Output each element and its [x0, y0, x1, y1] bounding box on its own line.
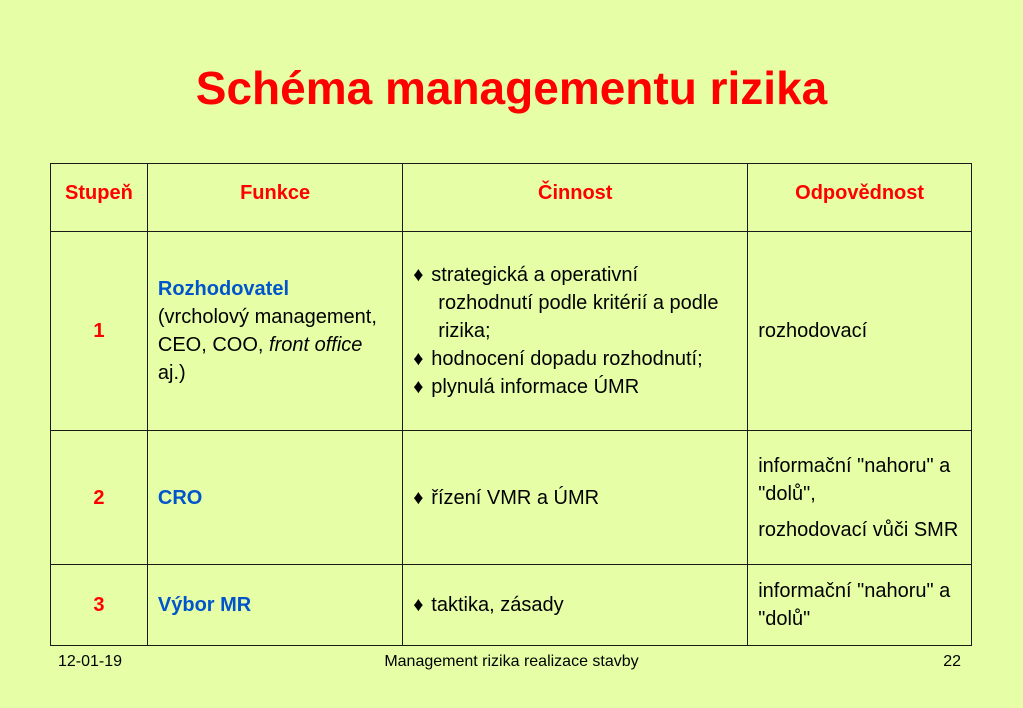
- footer-title: Management rizika realizace stavby: [384, 653, 639, 670]
- list-item: ♦ taktika, zásady: [413, 591, 737, 619]
- table-row: [51, 565, 972, 646]
- slide-title: Schéma managementu rizika: [195, 62, 828, 114]
- row-stupen: 2: [51, 431, 148, 565]
- list-item: ♦ hodnocení dopadu rozhodnutí;: [413, 345, 737, 373]
- row-odpovednost: [748, 565, 972, 646]
- funkce-desc: (vrcholový management, CEO, COO,: [157, 306, 377, 356]
- list-item: ♦ řízení VMR a ÚMR: [413, 484, 737, 512]
- funkce-title: Rozhodovatel: [157, 278, 290, 300]
- table-row: [51, 232, 972, 431]
- cinnost-list: [413, 484, 737, 512]
- diamond-bullet-icon: ♦: [413, 348, 424, 370]
- diamond-bullet-icon: ♦: [413, 486, 424, 509]
- row-funkce: [147, 565, 402, 646]
- odpovednost-text: rozhodovací vůči SMR: [758, 518, 959, 541]
- header-cinnost: Činnost: [403, 164, 748, 232]
- odpovednost-text: rozhodovací: [758, 320, 868, 342]
- row-funkce: [147, 232, 402, 431]
- row-stupen: 3: [51, 565, 148, 646]
- diamond-bullet-icon: ♦: [413, 264, 424, 286]
- risk-management-table: [50, 163, 972, 646]
- cinnost-list: [413, 261, 737, 401]
- row-funkce: [147, 431, 402, 565]
- odpovednost-text: informační "nahoru" a "dolů": [758, 580, 951, 630]
- odpovednost-text: informační "nahoru" a "dolů",: [758, 454, 951, 505]
- table-row: [51, 431, 972, 565]
- header-odpovednost: Odpovědnost: [748, 164, 972, 232]
- row-cinnost: [403, 565, 748, 646]
- header-funkce: Funkce: [147, 164, 402, 232]
- row-cinnost: [403, 232, 748, 431]
- diamond-bullet-icon: ♦: [413, 594, 424, 616]
- funkce-italic: front office: [269, 334, 363, 356]
- row-stupen: 1: [51, 232, 148, 431]
- table-header-row: [51, 164, 972, 232]
- row-cinnost: [403, 431, 748, 565]
- list-item: ♦ strategická a operativní rozhodnutí podle kritérií a podle rizika;: [413, 261, 737, 345]
- row-odpovednost: [748, 431, 972, 565]
- funkce-title: CRO: [157, 486, 203, 509]
- funkce-desc-end: aj.): [157, 362, 186, 384]
- funkce-title: Výbor MR: [157, 594, 252, 616]
- cinnost-list: [413, 591, 737, 619]
- header-stupen: Stupeň: [51, 164, 148, 232]
- footer-date: 12-01-19: [58, 653, 123, 670]
- row-odpovednost: [748, 232, 972, 431]
- footer-page-number: 22: [943, 653, 961, 670]
- diamond-bullet-icon: ♦: [413, 376, 424, 398]
- list-item: ♦ plynulá informace ÚMR: [413, 373, 737, 401]
